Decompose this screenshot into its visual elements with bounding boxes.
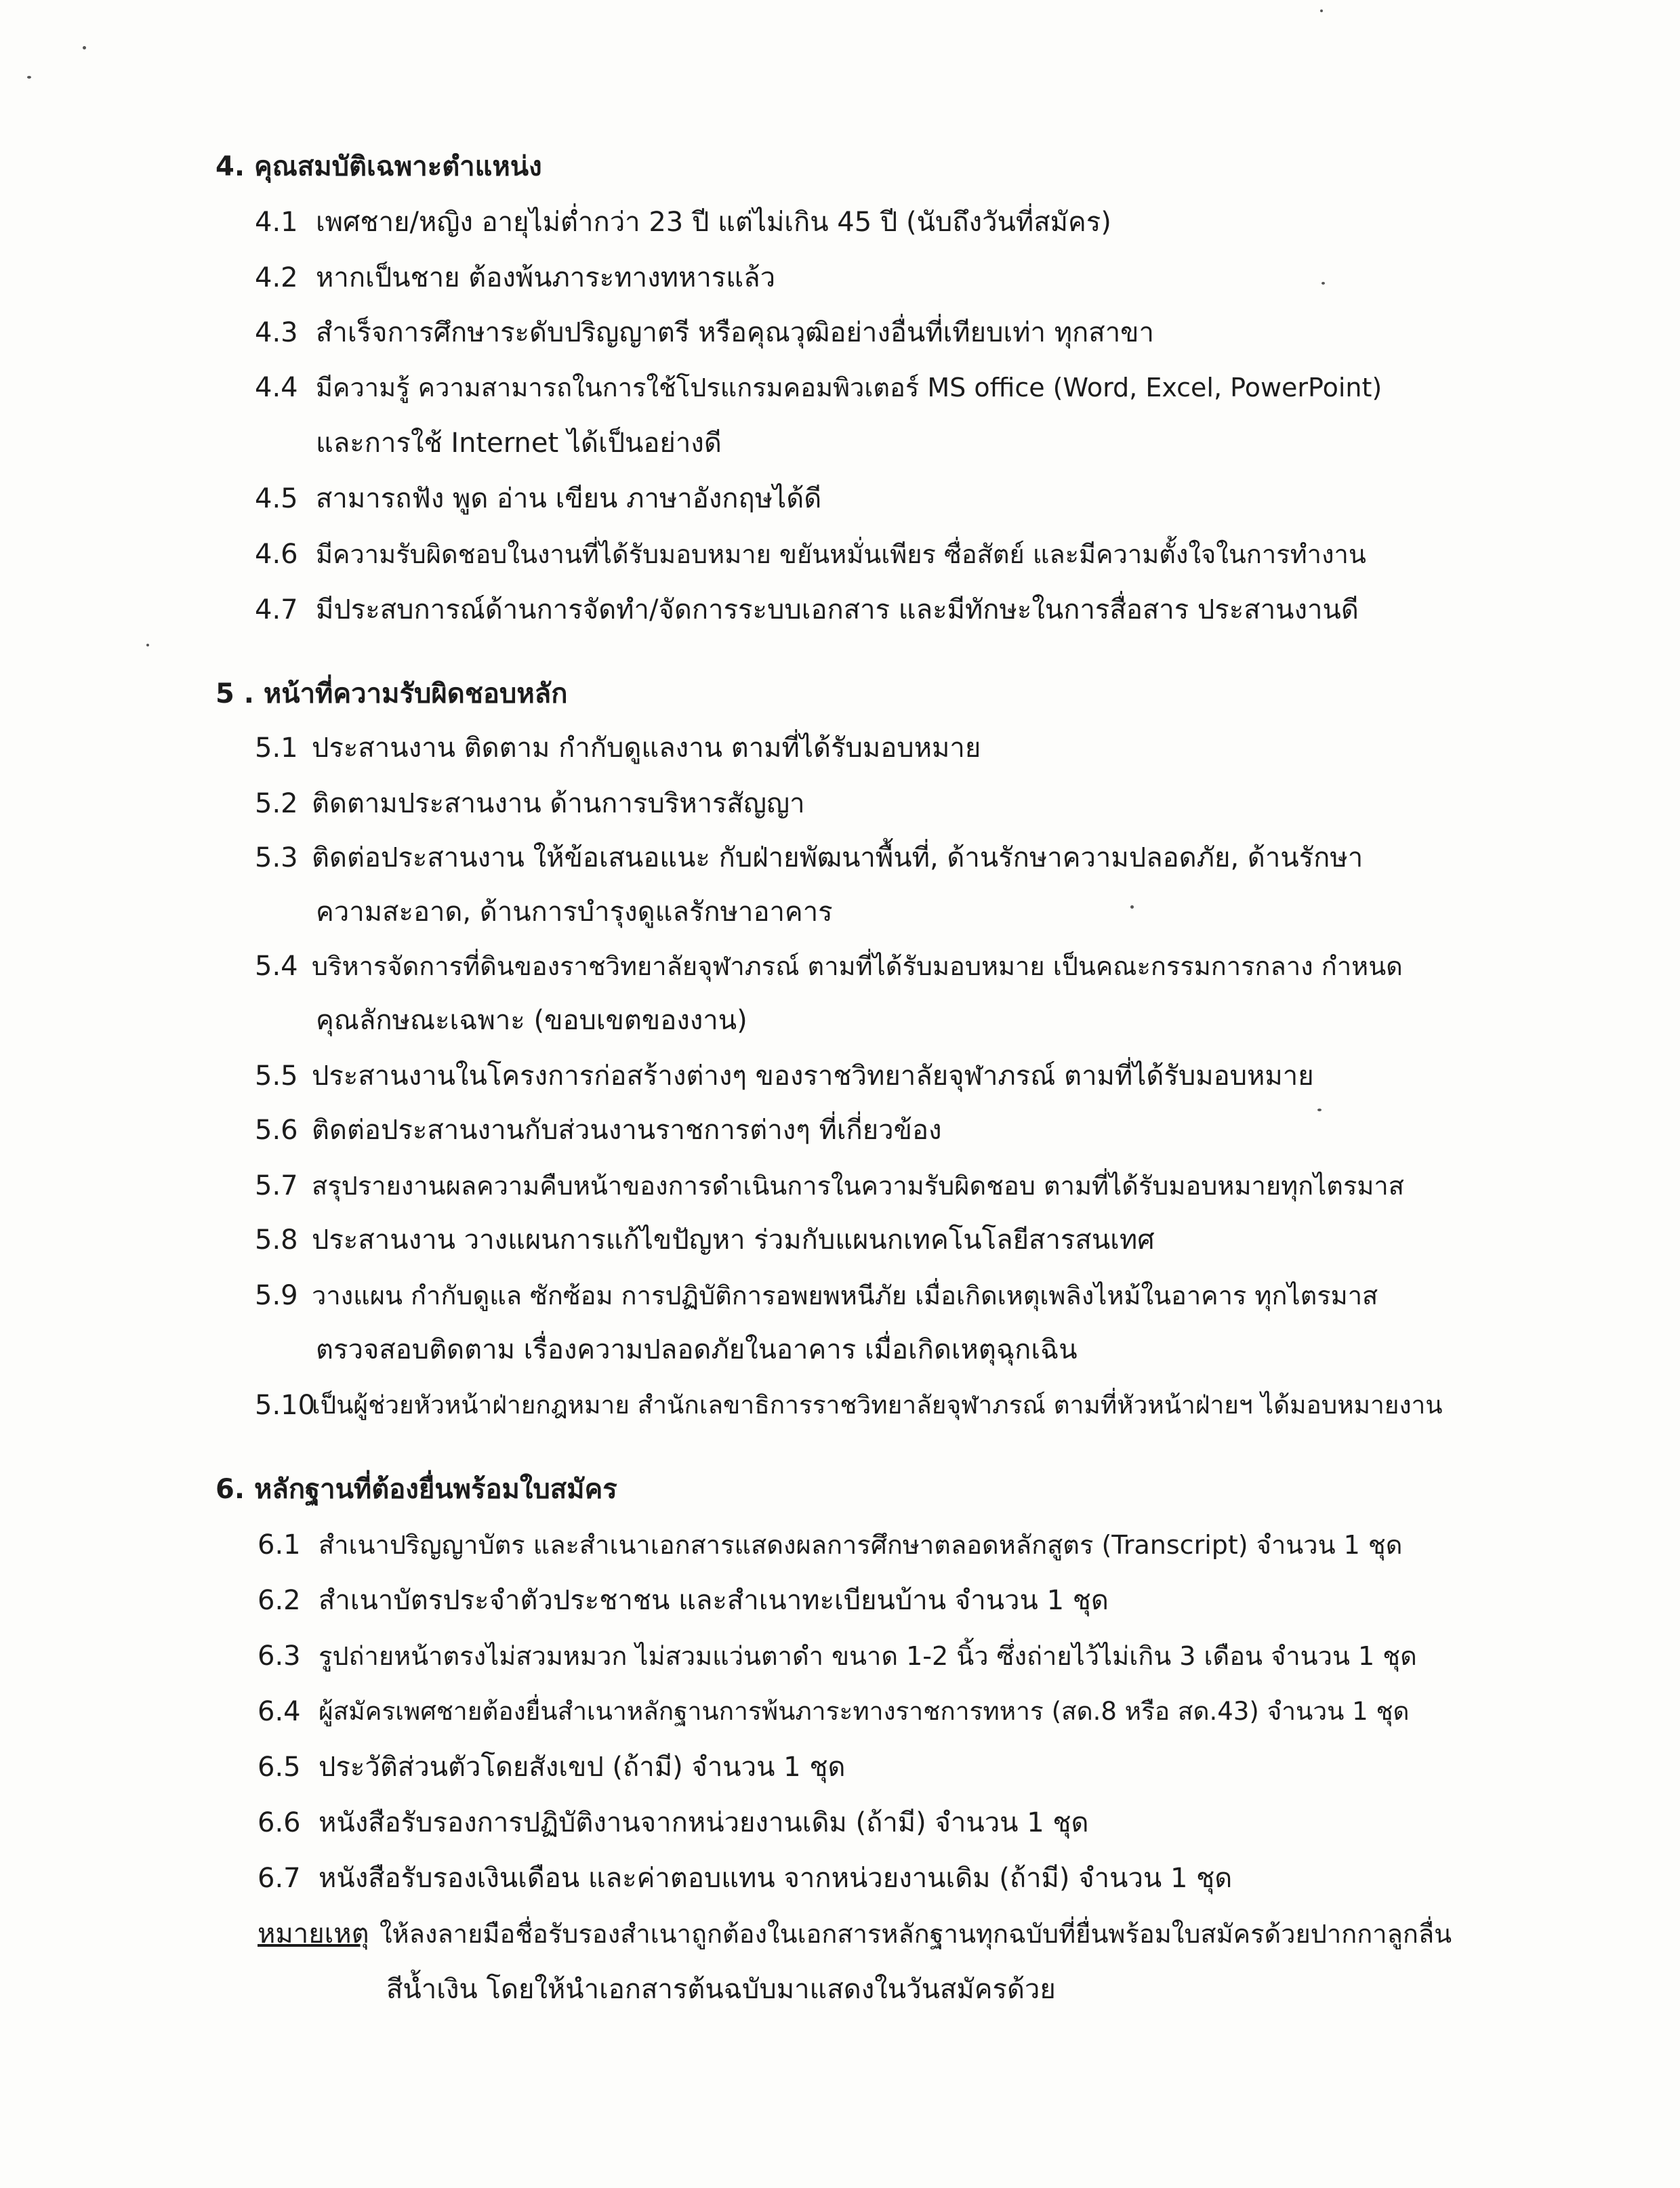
item-text: รูปถ่ายหน้าตรงไม่สวมหมวก ไม่สวมแว่นตาดำ ขนาด 1-2 นิ้ว ซึ่งถ่ายไว้ไม่เกิน 3 เดือน จำนวน 1 ชุด [319, 1641, 1417, 1671]
item-number: 6.4 [258, 1696, 301, 1727]
item-number: 6.5 [258, 1752, 301, 1783]
item-text: เพศชาย/หญิง อายุไม่ต่ำกว่า 23 ปี แต่ไม่เกิน 45 ปี (นับถึงวันที่สมัคร) [316, 207, 1111, 238]
item-number: 4.3 [255, 317, 298, 348]
item-text: สำเร็จการศึกษาระดับปริญญาตรี หรือคุณวุฒิอย่างอื่นที่เทียบเท่า ทุกสาขา [316, 317, 1154, 348]
item-text: วางแผน กำกับดูแล ซักซ้อม การปฏิบัติการอพยพหนีภัย เมื่อเกิดเหตุเพลิงไหม้ในอาคาร ทุกไตรมาส [312, 1281, 1378, 1310]
item-text: ประวัติส่วนตัวโดยสังเขป (ถ้ามี) จำนวน 1 ชุด [319, 1752, 846, 1783]
item-text: ประสานงาน วางแผนการแก้ไขปัญหา ร่วมกับแผนกเทคโนโลยีสารสนเทศ [312, 1224, 1155, 1256]
item-text-continued: ตรวจสอบติดตาม เรื่องความปลอดภัยในอาคาร เมื่อเกิดเหตุฉุกเฉิน [316, 1334, 1078, 1365]
item-number: 4.7 [255, 594, 298, 625]
section-4-heading: 4. คุณสมบัติเฉพาะตำแหน่ง [216, 151, 542, 182]
item-text: สามารถฟัง พูด อ่าน เขียน ภาษาอังกฤษได้ดี [316, 483, 822, 514]
scan-speck [27, 76, 31, 79]
item-number: 4.4 [255, 372, 298, 403]
item-text: ประสานงาน ติดตาม กำกับดูแลงาน ตามที่ได้รับมอบหมาย [312, 732, 981, 764]
item-number: 5.3 [255, 842, 298, 873]
section-6-heading: 6. หลักฐานที่ต้องยื่นพร้อมใบสมัคร [216, 1474, 617, 1505]
scan-speck [1130, 905, 1134, 909]
item-text: ติดต่อประสานงานกับส่วนงานราชการต่างๆ ที่เกี่ยวข้อง [312, 1115, 942, 1146]
item-text: ติดต่อประสานงาน ให้ข้อเสนอแนะ กับฝ่ายพัฒนาพื้นที่, ด้านรักษาความปลอดภัย, ด้านรักษา [312, 842, 1364, 873]
item-number: 6.2 [258, 1585, 301, 1616]
item-text: หากเป็นชาย ต้องพ้นภาระทางทหารแล้ว [316, 262, 776, 293]
scan-speck [1320, 9, 1323, 12]
item-text: ประสานงานในโครงการก่อสร้างต่างๆ ของราชวิทยาลัยจุฬาภรณ์ ตามที่ได้รับมอบหมาย [312, 1060, 1314, 1092]
item-text: มีความรู้ ความสามารถในการใช้โปรแกรมคอมพิวเตอร์ MS office (Word, Excel, PowerPoint) [316, 373, 1382, 402]
item-number: 4.5 [255, 483, 298, 514]
note-text: ให้ลงลายมือชื่อรับรองสำเนาถูกต้องในเอกสารหลักฐานทุกฉบับที่ยื่นพร้อมใบสมัครด้วยปากกาลูกลื่น [380, 1919, 1452, 1949]
note-text-continued: สีน้ำเงิน โดยให้นำเอกสารต้นฉบับมาแสดงในวันสมัครด้วย [386, 1974, 1056, 2005]
scan-speck [1322, 282, 1325, 285]
item-text: เป็นผู้ช่วยหัวหน้าฝ่ายกฎหมาย สำนักเลขาธิการราชวิทยาลัยจุฬาภรณ์ ตามที่หัวหน้าฝ่ายฯ ได้มอบหมายงาน [312, 1390, 1443, 1420]
item-number: 5.7 [255, 1170, 298, 1201]
scan-speck [146, 644, 149, 646]
item-number: 6.3 [258, 1640, 301, 1672]
item-number: 5.6 [255, 1115, 298, 1146]
note-label: หมายเหตุ [258, 1918, 369, 1949]
item-number: 5.4 [255, 951, 298, 982]
item-text: หนังสือรับรองการปฏิบัติงานจากหน่วยงานเดิม (ถ้ามี) จำนวน 1 ชุด [319, 1807, 1089, 1838]
item-text: สรุปรายงานผลความคืบหน้าของการดำเนินการในความรับผิดชอบ ตามที่ได้รับมอบหมายทุกไตรมาส [312, 1171, 1404, 1201]
item-text: หนังสือรับรองเงินเดือน และค่าตอบแทน จากหน่วยงานเดิม (ถ้ามี) จำนวน 1 ชุด [319, 1863, 1233, 1894]
item-number: 6.1 [258, 1529, 301, 1561]
item-text: มีประสบการณ์ด้านการจัดทำ/จัดการระบบเอกสาร และมีทักษะในการสื่อสาร ประสานงานดี [316, 594, 1359, 625]
item-number: 5.5 [255, 1060, 298, 1092]
item-number: 4.2 [255, 262, 298, 293]
item-number: 5.10 [255, 1390, 316, 1421]
item-text-continued: คุณลักษณะเฉพาะ (ขอบเขตของงาน) [316, 1005, 747, 1036]
section-5-heading: 5 . หน้าที่ความรับผิดชอบหลัก [216, 678, 568, 709]
item-number: 5.8 [255, 1224, 298, 1256]
item-text: มีความรับผิดชอบในงานที่ได้รับมอบหมาย ขยันหมั่นเพียร ซื่อสัตย์ และมีความตั้งใจในการทำงาน [316, 539, 1366, 569]
scan-speck [83, 46, 86, 49]
item-number: 5.9 [255, 1280, 298, 1311]
item-number: 4.1 [255, 207, 298, 238]
item-text: บริหารจัดการที่ดินของราชวิทยาลัยจุฬาภรณ์ ตามที่ได้รับมอบหมาย เป็นคณะกรรมการกลาง กำหนด [312, 951, 1403, 981]
item-number: 4.6 [255, 539, 298, 570]
item-text: ติดตามประสานงาน ด้านการบริหารสัญญา [312, 788, 805, 819]
item-text: ผู้สมัครเพศชายต้องยื่นสำเนาหลักฐานการพ้นภาระทางราชการทหาร (สด.8 หรือ สด.43) จำนวน 1 ชุด [319, 1697, 1410, 1726]
item-text: สำเนาปริญญาบัตร และสำเนาเอกสารแสดงผลการศึกษาตลอดหลักสูตร (Transcript) จำนวน 1 ชุด [319, 1530, 1403, 1560]
item-number: 6.6 [258, 1807, 301, 1838]
item-number: 6.7 [258, 1863, 301, 1894]
item-number: 5.2 [255, 788, 298, 819]
item-number: 5.1 [255, 732, 298, 764]
item-text: สำเนาบัตรประจำตัวประชาชน และสำเนาทะเบียนบ้าน จำนวน 1 ชุด [319, 1585, 1109, 1616]
item-text-continued: ความสะอาด, ด้านการบำรุงดูแลรักษาอาคาร [316, 896, 833, 928]
item-text-continued: และการใช้ Internet ได้เป็นอย่างดี [316, 428, 722, 459]
scan-speck [1317, 1109, 1322, 1111]
